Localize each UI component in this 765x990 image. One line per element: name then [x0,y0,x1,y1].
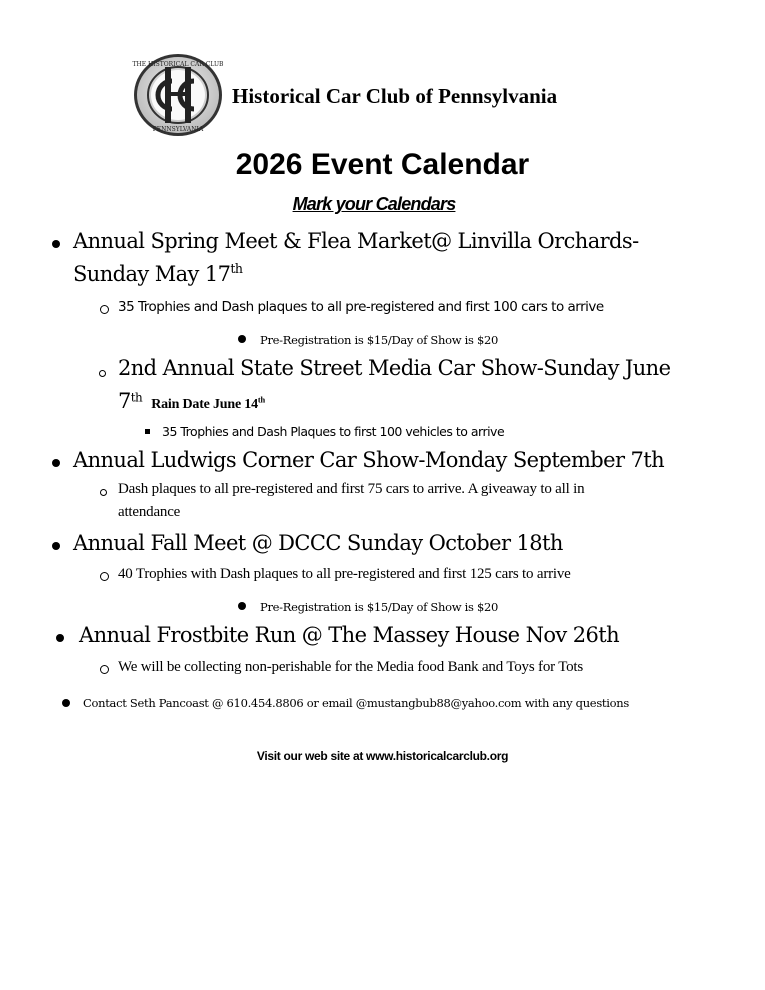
bullet-disc-icon [52,542,60,550]
bullet-disc-icon [52,240,60,248]
event-1-title: Annual Spring Meet & Flea Market@ Linvilla Orchards- [73,229,639,253]
event-3-title: Annual Ludwigs Corner Car Show-Monday September 7th [73,448,665,472]
event-4-fee: Pre-Registration is $15/Day of Show is $20 [260,600,499,614]
bullet-circle-icon [100,572,109,581]
event-2-date: 7th Rain Date June 14th [118,389,265,413]
event-2-detail: 35 Trophies and Dash Plaques to first 100 vehicles to arrive [162,424,505,439]
svg-text:PENNSYLVANIA: PENNSYLVANIA [152,126,204,133]
event-1-fee: Pre-Registration is $15/Day of Show is $20 [260,333,499,347]
bullet-disc-icon [238,335,246,343]
bullet-disc-icon [52,459,60,467]
bullet-disc-icon [238,602,246,610]
club-logo [132,53,224,137]
page-title: 2026 Event Calendar [235,148,530,181]
event-4-title: Annual Fall Meet @ DCCC Sunday October 18th [73,531,563,555]
contact-info: Contact Seth Pancoast @ 610.454.8806 or email @mustangbub88@yahoo.com with any questions [83,696,629,710]
bullet-circle-icon [99,370,106,377]
event-3-detail: Dash plaques to all pre-registered and first 75 cars to arrive. A giveaway to all in [118,481,585,497]
event-4-detail: 40 Trophies with Dash plaques to all pre-registered and first 125 cars to arrive [118,566,571,582]
event-1-date: Sunday May 17th [73,261,243,286]
bullet-circle-icon [100,305,109,314]
page-subtitle: Mark your Calendars [292,194,456,214]
event-5-detail: We will be collecting non-perishable for the Media food Bank and Toys for Tots [118,659,584,675]
event-2-title: 2nd Annual State Street Media Car Show-Sunday June [118,356,671,380]
bullet-circle-icon [100,489,107,496]
bullet-disc-icon [56,634,64,642]
bullet-circle-icon [100,665,109,674]
club-name: Historical Car Club of Pennsylvania [232,84,558,108]
website-link[interactable]: Visit our web site at www.historicalcarclub.org [256,749,509,763]
bullet-square-icon [145,429,150,434]
event-3-detail-cont: attendance [118,504,181,520]
event-1-detail: 35 Trophies and Dash plaques to all pre-registered and first 100 cars to arrive [118,299,604,315]
event-2-rain-date: Rain Date June 14th [151,395,265,412]
bullet-disc-icon [62,699,70,707]
svg-text:THE HISTORICAL CAR CLUB: THE HISTORICAL CAR CLUB [132,61,224,68]
event-5-title: Annual Frostbite Run @ The Massey House Nov 26th [79,623,620,647]
hcc-seal-logo-icon [132,53,224,137]
